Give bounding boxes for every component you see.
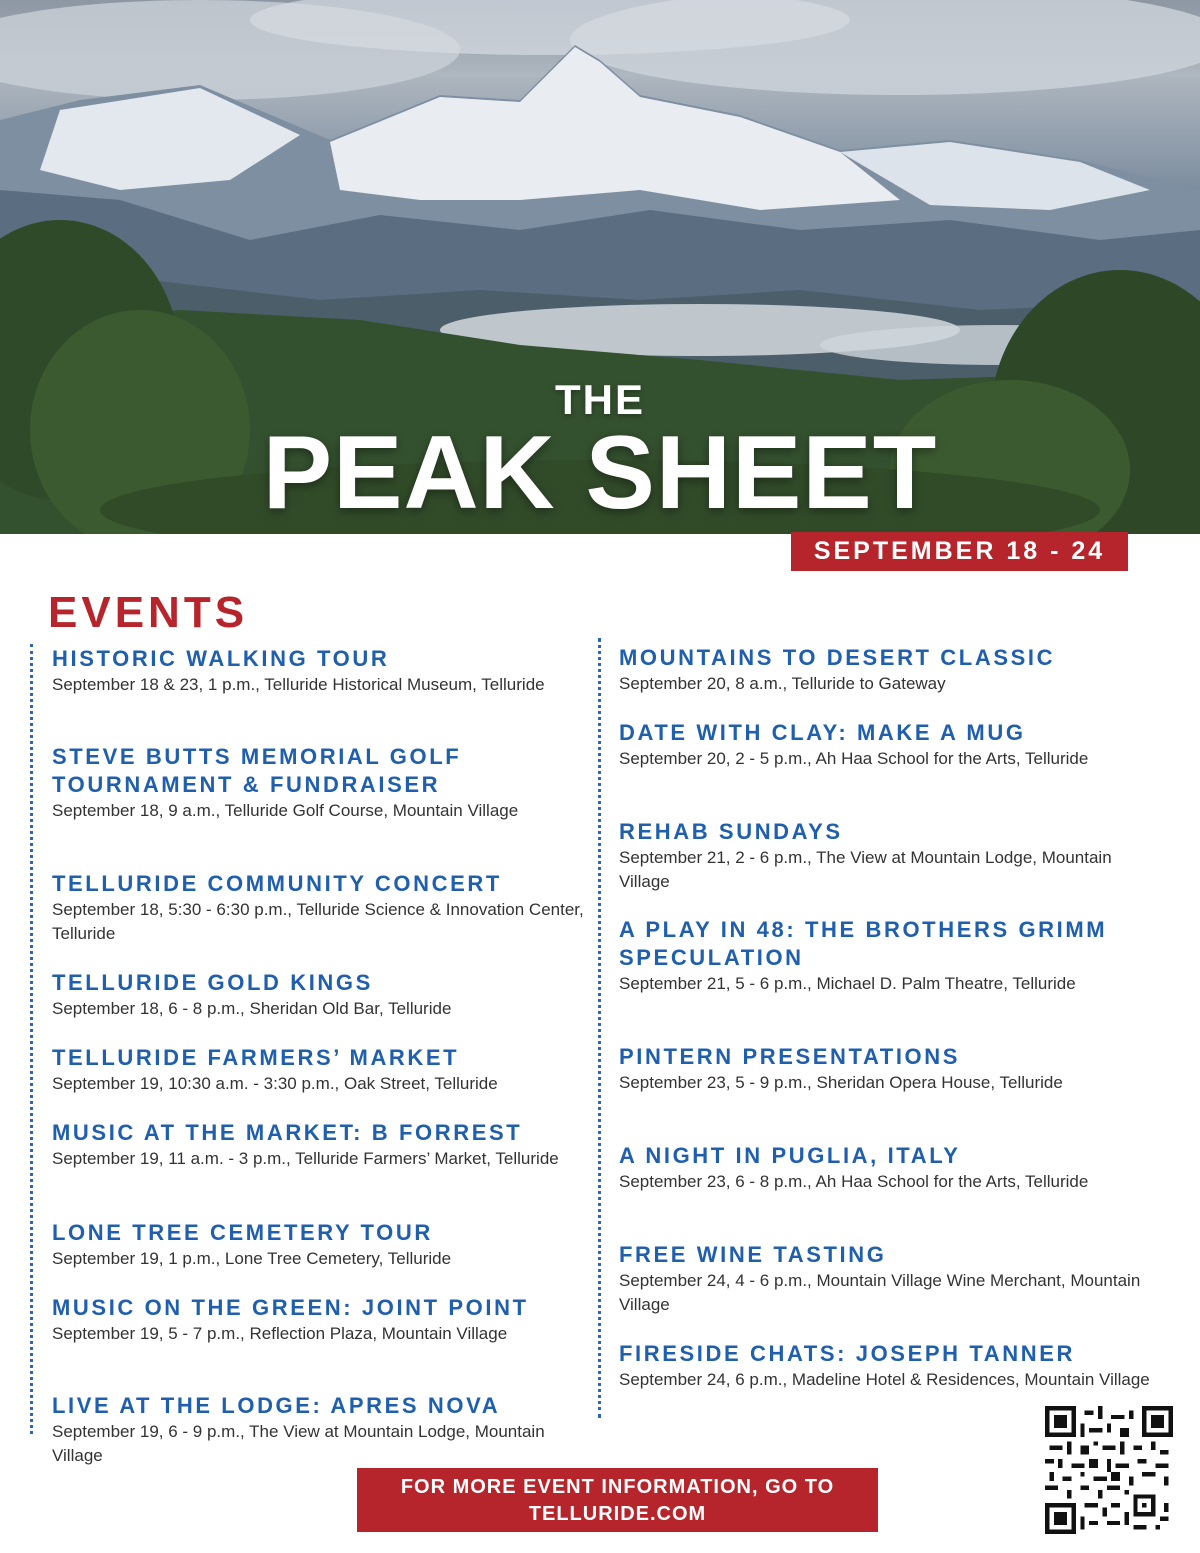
event-title: TELLURIDE GOLD KINGS xyxy=(52,970,373,995)
event-title: A PLAY IN 48: THE BROTHERS GRIMM SPECULATION xyxy=(619,917,1108,970)
event-detail: September 19, 6 - 9 p.m., The View at Mountain Lodge, Mountain Village xyxy=(52,1422,545,1465)
left-dotted-divider xyxy=(30,644,33,1434)
event-item xyxy=(619,1043,1159,1095)
event-title: TELLURIDE COMMUNITY CONCERT xyxy=(52,871,502,896)
event-title: FREE WINE TASTING xyxy=(619,1242,887,1267)
event-detail: September 19, 1 p.m., Lone Tree Cemetery, Telluride xyxy=(52,1249,452,1268)
event-item xyxy=(619,1340,1159,1392)
event-item xyxy=(52,1044,592,1096)
event-detail: September 23, 6 - 8 p.m., Ah Haa School for the Arts, Telluride xyxy=(619,1172,1089,1191)
title-peak-sheet: PEAK SHEET xyxy=(262,415,938,531)
right-event-column xyxy=(619,644,1159,1424)
event-detail: September 23, 5 - 9 p.m., Sheridan Opera House, Telluride xyxy=(619,1073,1063,1092)
hero-mountain-photo xyxy=(0,0,1200,534)
event-detail: September 24, 4 - 6 p.m., Mountain Village Wine Merchant, Mountain Village xyxy=(619,1271,1141,1314)
event-detail: September 20, 2 - 5 p.m., Ah Haa School for the Arts, Telluride xyxy=(619,749,1089,768)
more-info-banner[interactable] xyxy=(357,1468,878,1532)
qr-code-icon[interactable] xyxy=(1045,1406,1173,1534)
event-title: DATE WITH CLAY: MAKE A MUG xyxy=(619,720,1026,745)
event-title: LONE TREE CEMETERY TOUR xyxy=(52,1220,433,1245)
event-detail: September 21, 5 - 6 p.m., Michael D. Palm Theatre, Telluride xyxy=(619,974,1076,993)
event-detail: September 19, 5 - 7 p.m., Reflection Plaza, Mountain Village xyxy=(52,1324,508,1343)
event-item xyxy=(52,1294,592,1346)
event-title: MUSIC AT THE MARKET: B FORREST xyxy=(52,1120,523,1145)
event-detail: September 18, 9 a.m., Telluride Golf Course, Mountain Village xyxy=(52,801,519,820)
event-detail: September 19, 10:30 a.m. - 3:30 p.m., Oak Street, Telluride xyxy=(52,1074,498,1093)
event-title: MOUNTAINS TO DESERT CLASSIC xyxy=(619,645,1056,670)
event-item xyxy=(52,645,592,697)
event-title: MUSIC ON THE GREEN: JOINT POINT xyxy=(52,1295,529,1320)
event-title: LIVE AT THE LODGE: APRES NOVA xyxy=(52,1393,501,1418)
event-title: A NIGHT IN PUGLIA, ITALY xyxy=(619,1143,961,1168)
event-item xyxy=(619,1142,1159,1194)
event-item xyxy=(52,743,592,823)
event-item xyxy=(52,1392,592,1468)
event-title: TELLURIDE FARMERS’ MARKET xyxy=(52,1045,460,1070)
event-detail: September 18, 6 - 8 p.m., Sheridan Old Bar, Telluride xyxy=(52,999,452,1018)
event-detail: September 18 & 23, 1 p.m., Telluride Historical Museum, Telluride xyxy=(52,675,545,694)
event-item xyxy=(52,1119,592,1171)
event-detail: September 24, 6 p.m., Madeline Hotel & Residences, Mountain Village xyxy=(619,1370,1150,1389)
event-detail: September 21, 2 - 6 p.m., The View at Mountain Lodge, Mountain Village xyxy=(619,848,1112,891)
event-detail: September 20, 8 a.m., Telluride to Gateway xyxy=(619,674,946,693)
event-item xyxy=(619,719,1159,771)
event-title: HISTORIC WALKING TOUR xyxy=(52,646,390,671)
date-range-badge: SEPTEMBER 18 - 24 xyxy=(791,532,1128,571)
title-the: THE xyxy=(555,376,645,423)
event-item xyxy=(619,818,1159,894)
event-item xyxy=(619,1241,1159,1317)
event-item xyxy=(52,969,592,1021)
right-dotted-divider xyxy=(598,638,601,1418)
cta-website-link[interactable]: TELLURIDE.COM xyxy=(528,1503,707,1525)
event-title: FIRESIDE CHATS: JOSEPH TANNER xyxy=(619,1341,1075,1366)
event-detail: September 19, 11 a.m. - 3 p.m., Telluride Farmers’ Market, Telluride xyxy=(52,1149,559,1168)
event-title: REHAB SUNDAYS xyxy=(619,819,843,844)
event-item xyxy=(52,870,592,946)
event-item xyxy=(619,916,1159,996)
event-item xyxy=(52,1219,592,1271)
event-title: STEVE BUTTS MEMORIAL GOLF TOURNAMENT & FUNDRAISER xyxy=(52,744,462,797)
event-title: PINTERN PRESENTATIONS xyxy=(619,1044,961,1069)
event-item xyxy=(619,644,1159,696)
event-detail: September 18, 5:30 - 6:30 p.m., Telluride Science & Innovation Center, Telluride xyxy=(52,900,584,943)
left-event-column xyxy=(52,645,592,1465)
cta-line-1: FOR MORE EVENT INFORMATION, GO TO xyxy=(400,1476,835,1498)
events-heading: EVENTS xyxy=(48,588,249,637)
